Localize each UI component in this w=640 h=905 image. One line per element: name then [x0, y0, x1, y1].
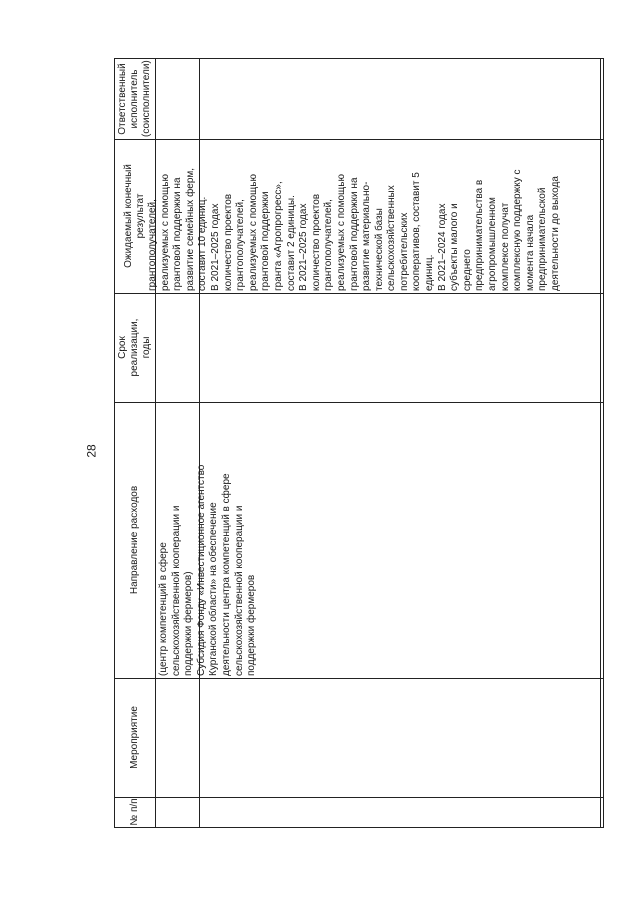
- header-direction: Направление расходов: [129, 485, 140, 595]
- row-divider: [115, 797, 603, 798]
- header-term: Срок реализации, годы: [117, 318, 152, 377]
- cell-result: грантополучателей, реализуемых с помощью грантовой поддержки на развитие семейных ферм, составит 10 единиц. В 2021–2025 годах количество проектов грантополучателей, реализуемых с помощью грантовой поддержки гранта «Агропрогресс», составит 2 единицы. В 2021–2025 годах количество проектов грантополучателей, реализуемых с помощью грантовой поддержки на развитие материально- технической базы сельскохозяйственных потребительских кооперативов, составит 5 единиц. В 2021–2024 годах субъекты малого и среднего предпринимательства в агропромышленном комплексе получат комплексную поддержку с момента начала предпринимательской деятельности до выхода: [147, 167, 561, 291]
- measures-table: [114, 58, 604, 828]
- header-result: Ожидаемый конечный результат: [123, 164, 146, 268]
- header-event: Мероприятие: [129, 706, 140, 769]
- row-divider: [115, 293, 603, 294]
- header-executor: Ответственный исполнитель (соисполнители): [117, 60, 152, 137]
- header-number: № п/п: [129, 798, 140, 826]
- cell-direction: (центр компетенций в сфере сельскохозяйственной кооперации и поддержки фермеров) Субсидия Фонду «Инвестиционное агентство Курганской области» на обеспечение деятельности центра компетенций в сфере сельскохозяйственной кооперации и поддержки фермеров: [158, 464, 258, 676]
- page-number: 28: [84, 444, 99, 458]
- row-divider: [115, 678, 603, 679]
